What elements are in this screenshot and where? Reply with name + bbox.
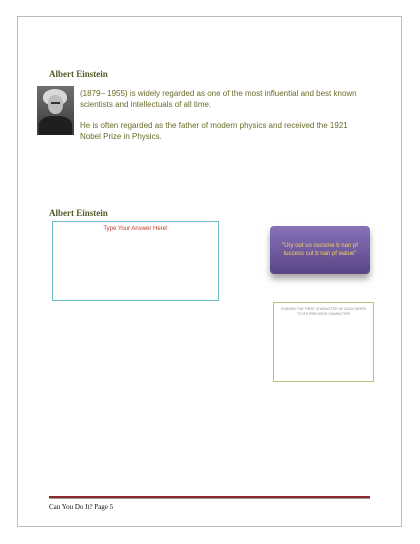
bio-paragraph-1: (1879– 1955) is widely regarded as one of the most influential and best known scientists and intellectuals of all time. <box>80 89 357 109</box>
instruction-box <box>273 302 374 382</box>
section-heading: Albert Einstein <box>49 69 108 79</box>
bio-paragraph-2: He is often regarded as the father of modern physics and received the 1921 Nobel Prize in Physics. <box>80 121 348 141</box>
answer-placeholder: Type Your Answer Here! <box>103 226 168 232</box>
section-heading-2: Albert Einstein <box>49 208 108 218</box>
puzzle-card: "Ury oot uo cecome b nan pf tuccess cut b nan pf walue" <box>270 226 370 274</box>
footer-rule-thin <box>49 498 370 499</box>
portrait-photo <box>37 86 74 135</box>
footer-page-label: Can You Do It? Page 5 <box>49 503 114 511</box>
answer-input-box[interactable] <box>52 221 219 301</box>
instruction-text: CHANGE THE FIRST CHARACTER OF EACH WORD TO ITS PREVIOUS CHARACTER <box>280 307 367 316</box>
